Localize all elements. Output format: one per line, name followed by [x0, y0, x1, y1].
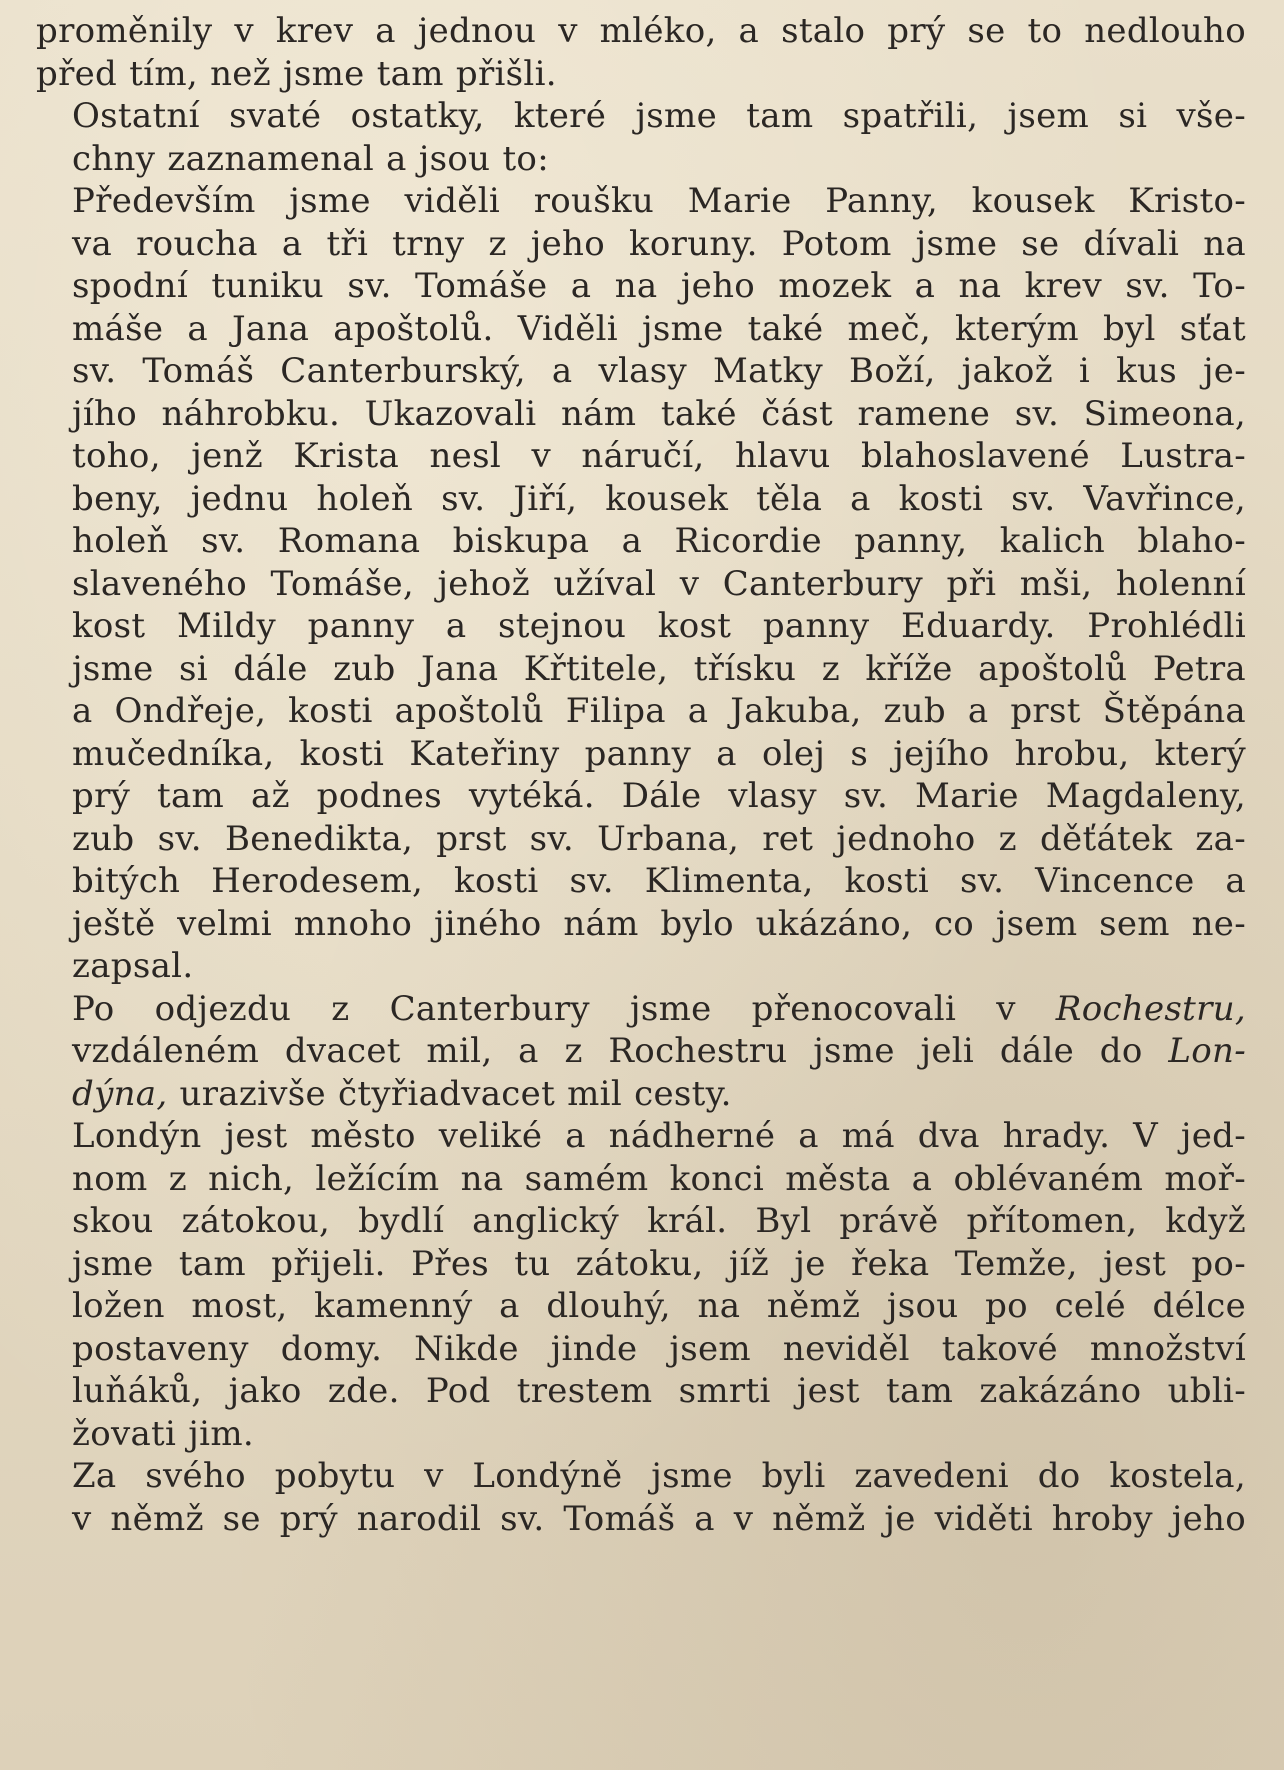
text-line: chny zaznamenal a jsou to: — [72, 138, 549, 179]
text-line: postaveny domy. Nikde jinde jsem neviděl takové množství — [72, 1328, 1246, 1369]
text-line: va roucha a tři trny z jeho koruny. Potom jsme se dívali na — [72, 223, 1246, 264]
paragraph — [36, 1455, 1246, 1540]
text-line: slaveného Tomáše, jehož užíval v Canterbury při mši, holenní — [72, 563, 1246, 604]
paragraph — [36, 988, 1246, 1116]
text-line: Londýn jest město veliké a nádherné a má dva hrady. V jed- — [72, 1116, 1246, 1156]
text-line: holeň sv. Romana biskupa a Ricordie panny, kalich blaho- — [72, 521, 1246, 561]
text-line: v němž se prý narodil sv. Tomáš a v němž je viděti hroby jeho — [72, 1498, 1246, 1539]
text-line: máše a Jana apoštolů. Viděli jsme také meč, kterým byl sťat — [72, 308, 1246, 349]
text-line: Především jsme viděli roušku Marie Panny, kousek Kristo- — [72, 181, 1246, 221]
text-line: prý tam až podnes vytéká. Dále vlasy sv. Marie Magdaleny, — [72, 776, 1246, 816]
text-line: toho, jenž Krista nesl v náručí, hlavu blahoslavené Lustra- — [72, 436, 1246, 476]
italic-place-name: dýna, — [72, 1073, 168, 1114]
paragraph — [36, 10, 1246, 95]
text-line: před tím, než jsme tam přišli. — [36, 53, 557, 94]
text-line: zub sv. Benedikta, prst sv. Urbana, ret jednoho z děťátek za- — [72, 818, 1246, 859]
text-line: jího náhrobku. Ukazovali nám také část ramene sv. Simeona, — [72, 393, 1246, 434]
text-line: mučedníka, kosti Kateřiny panny a olej s jejího hrobu, který — [72, 733, 1246, 774]
italic-place-name: Rochestru, — [1055, 988, 1246, 1029]
paragraph — [36, 95, 1246, 180]
text-line: jsme tam přijeli. Přes tu zátoku, jíž je řeka Temže, jest po- — [72, 1243, 1246, 1284]
text-line: Po odjezdu z Canterbury jsme přenocovali v Rochestru, — [72, 988, 1246, 1029]
italic-place-name: Lon- — [1168, 1031, 1246, 1071]
paragraph — [36, 1115, 1246, 1455]
text-line: zapsal. — [72, 946, 194, 986]
text-line: sv. Tomáš Canterburský, a vlasy Matky Boží, jakož i kus je- — [72, 351, 1246, 391]
text-line: bitých Herodesem, kosti sv. Klimenta, kosti sv. Vincence a — [72, 861, 1246, 901]
text-line: Ostatní svaté ostatky, které jsme tam spatřili, jsem si vše- — [72, 96, 1246, 136]
text-line: skou zátokou, bydlí anglický král. Byl právě přítomen, když — [72, 1201, 1246, 1241]
page-text — [36, 10, 1246, 1540]
text-line: spodní tuniku sv. Tomáše a na jeho mozek a na krev sv. To- — [72, 266, 1246, 306]
paragraph — [36, 180, 1246, 988]
text-line: proměnily v krev a jednou v mléko, a stalo prý se to nedlouho — [36, 11, 1246, 51]
text-line: a Ondřeje, kosti apoštolů Filipa a Jakuba, zub a prst Štěpána — [72, 691, 1246, 731]
text-line: ještě velmi mnoho jiného nám bylo ukázáno, co jsem sem ne- — [72, 903, 1246, 944]
text-line: dýna, urazivše čtyřiadvacet mil cesty. — [72, 1073, 732, 1114]
text-line: beny, jednu holeň sv. Jiří, kousek těla a kosti sv. Vavřince, — [72, 478, 1246, 519]
text-line: jsme si dále zub Jana Křtitele, třísku z kříže apoštolů Petra — [72, 648, 1246, 689]
text-line: Za svého pobytu v Londýně jsme byli zavedeni do kostela, — [72, 1456, 1246, 1496]
text-line: ložen most, kamenný a dlouhý, na němž jsou po celé délce — [72, 1286, 1246, 1326]
text-line: luňáků, jako zde. Pod trestem smrti jest tam zakázáno ubli- — [72, 1371, 1246, 1411]
text-line: žovati jim. — [72, 1413, 254, 1454]
text-line: nom z nich, ležícím na samém konci města a oblévaném moř- — [72, 1158, 1246, 1199]
text-line: kost Mildy panny a stejnou kost panny Eduardy. Prohlédli — [72, 606, 1246, 646]
text-line: vzdáleném dvacet mil, a z Rochestru jsme jeli dále do Lon- — [72, 1031, 1246, 1071]
